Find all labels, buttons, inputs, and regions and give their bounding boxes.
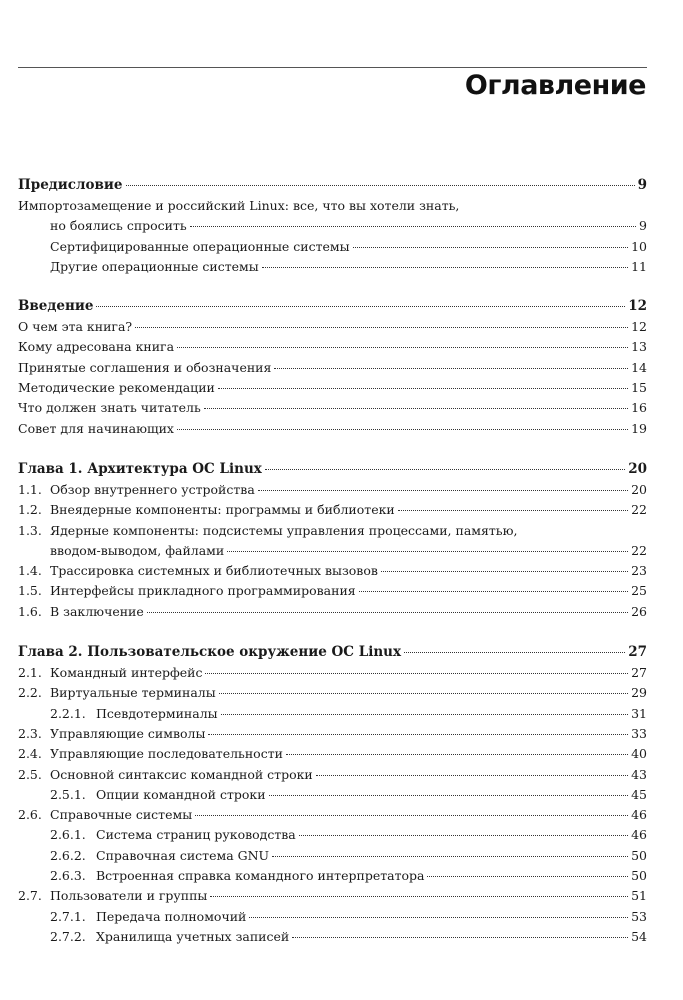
toc-page-number: 12 (628, 298, 647, 315)
toc-entry-title: Обзор внутреннего устройства (50, 481, 255, 497)
dot-leader (262, 267, 628, 268)
toc-page-number: 20 (631, 481, 647, 497)
toc-entry-title: Импортозамещение и российский Linux: все, что вы хотели знать, (18, 198, 460, 213)
dot-leader (190, 226, 636, 227)
dot-leader (359, 591, 628, 592)
toc-entry-title: Другие операционные системы (50, 258, 259, 274)
toc-page-number: 43 (631, 766, 647, 782)
toc-entry-number: 2.2.1. (50, 705, 86, 721)
toc-page-number: 27 (631, 665, 647, 681)
toc-chapter-2[interactable] (18, 641, 647, 663)
toc-entry[interactable] (18, 480, 647, 500)
dot-leader (205, 673, 628, 674)
toc-entry[interactable] (18, 378, 647, 398)
toc-entry[interactable] (18, 765, 647, 785)
dot-leader (427, 876, 628, 877)
dot-leader (249, 917, 628, 918)
toc-entry-line[interactable] (18, 196, 647, 216)
dot-leader (218, 388, 628, 389)
toc-page-number: 50 (631, 847, 647, 863)
dot-leader (177, 347, 628, 348)
toc-entry-number: 2.6.3. (50, 868, 86, 884)
toc-entry[interactable] (18, 724, 647, 744)
table-of-contents (18, 174, 647, 947)
toc-page-number: 45 (631, 786, 647, 802)
toc-entry[interactable] (18, 257, 647, 277)
toc-entry[interactable] (18, 581, 647, 601)
toc-entry-title: Встроенная справка командного интерпретатора (96, 868, 425, 884)
toc-page-number: 25 (631, 583, 647, 599)
toc-page-number: 13 (631, 339, 647, 355)
toc-entry-number: 1.1. (18, 481, 42, 497)
toc-entry[interactable] (18, 663, 647, 683)
toc-entry-title: Сертифицированные операционные системы (50, 238, 350, 254)
toc-entry-title: В заключение (50, 603, 144, 619)
toc-entry-title: Внеядерные компоненты: программы и библиотеки (50, 502, 395, 518)
toc-entry-title: Кому адресована книга (18, 339, 175, 355)
toc-entry[interactable] (18, 886, 647, 906)
toc-entry-title: Система страниц руководства (96, 827, 296, 843)
toc-page-number: 23 (631, 563, 647, 579)
toc-chapter-intro[interactable] (18, 295, 647, 317)
dot-leader (316, 775, 628, 776)
toc-entry[interactable] (18, 805, 647, 825)
toc-chapter-title: Предисловие (18, 177, 123, 193)
toc-entry-title: Хранилища учетных записей (96, 928, 290, 944)
toc-entry-number: 2.6.1. (50, 827, 86, 843)
toc-entry[interactable] (18, 500, 647, 520)
toc-entry-title: Командный интерфейс (50, 665, 203, 681)
toc-entry[interactable] (18, 541, 647, 561)
toc-entry-title: но боялись спросить (50, 218, 187, 234)
dot-leader (147, 612, 628, 613)
toc-entry[interactable] (18, 704, 647, 724)
toc-entry-title: Основной синтаксис командной строки (50, 766, 313, 782)
dot-leader (208, 734, 628, 735)
dot-leader (381, 571, 628, 572)
toc-page-number: 51 (631, 888, 647, 904)
toc-chapter-1[interactable] (18, 458, 647, 480)
toc-entry[interactable] (18, 866, 647, 886)
toc-page-number: 10 (631, 238, 647, 254)
dot-leader (96, 306, 625, 307)
dot-leader (274, 368, 628, 369)
toc-entry-line[interactable] (18, 521, 647, 541)
toc-entry[interactable] (18, 683, 647, 703)
toc-entry-number: 2.3. (18, 725, 42, 741)
toc-entry[interactable] (18, 927, 647, 947)
dot-leader (269, 795, 629, 796)
toc-entry[interactable] (18, 398, 647, 418)
dot-leader (135, 327, 628, 328)
dot-leader (219, 693, 628, 694)
toc-chapter-title: Введение (18, 298, 94, 315)
dot-leader (221, 714, 628, 715)
toc-chapter-title: Глава 2. Пользовательское окружение ОС Linux (18, 644, 402, 661)
toc-entry[interactable] (18, 561, 647, 581)
toc-entry[interactable] (18, 744, 647, 764)
toc-chapter-title: Глава 1. Архитектура ОС Linux (18, 460, 262, 477)
toc-page-number: 29 (631, 685, 647, 701)
toc-entry-title: Управляющие символы (50, 725, 206, 741)
toc-page-number: 22 (631, 542, 647, 558)
toc-entry[interactable] (18, 785, 647, 805)
toc-entry[interactable] (18, 337, 647, 357)
toc-page-number: 16 (631, 400, 647, 416)
section-gap (18, 439, 647, 458)
toc-entry-number: 2.7.2. (50, 928, 86, 944)
toc-page-number: 53 (631, 908, 647, 924)
dot-leader (204, 408, 628, 409)
toc-entry-title: Передача полномочий (96, 908, 247, 924)
toc-entry[interactable] (18, 216, 647, 236)
dot-leader (195, 815, 628, 816)
toc-entry-number: 1.2. (18, 502, 42, 518)
toc-page-number: 9 (639, 218, 647, 234)
toc-section-chapter-1 (18, 458, 647, 622)
toc-entry-title: Пользователи и группы (50, 888, 208, 904)
toc-page-number: 20 (628, 460, 647, 477)
toc-entry-number: 1.5. (18, 583, 42, 599)
toc-entry-title: Трассировка системных и библиотечных вызовов (50, 563, 378, 579)
dot-leader (286, 754, 628, 755)
toc-entry[interactable] (18, 602, 647, 622)
toc-entry-title: Ядерные компоненты: подсистемы управления процессами, памятью, (50, 522, 518, 538)
toc-entry-number: 2.5. (18, 766, 42, 782)
toc-page-number: 19 (631, 420, 647, 436)
toc-page-number: 12 (631, 319, 647, 335)
toc-page-number: 14 (631, 359, 647, 375)
page-title: Оглавление (464, 70, 646, 101)
toc-page-number: 54 (631, 928, 647, 944)
toc-entry-title: Виртуальные терминалы (50, 685, 216, 701)
toc-entry[interactable] (18, 237, 647, 257)
dot-leader (227, 551, 628, 552)
dot-leader (177, 429, 628, 430)
section-gap (18, 277, 647, 295)
toc-entry-title: Псевдотерминалы (96, 705, 218, 721)
toc-entry-number: 2.5.1. (50, 786, 86, 802)
toc-page-number: 11 (631, 258, 647, 274)
toc-page-number: 27 (628, 644, 647, 661)
dot-leader (210, 896, 628, 897)
toc-entry[interactable] (18, 419, 647, 439)
toc-page-number: 22 (631, 502, 647, 518)
toc-entry[interactable] (18, 907, 647, 927)
toc-entry-title: Принятые соглашения и обозначения (18, 359, 272, 375)
toc-page-number: 46 (631, 827, 647, 843)
toc-entry[interactable] (18, 317, 647, 337)
dot-leader (126, 185, 635, 186)
toc-section-preface (18, 174, 647, 277)
dot-leader (258, 490, 628, 491)
dot-leader (353, 247, 628, 248)
dot-leader (299, 835, 628, 836)
toc-entry-number: 2.1. (18, 665, 42, 681)
top-rule (18, 67, 647, 68)
dot-leader (272, 856, 628, 857)
toc-entry-title: Методические рекомендации (18, 380, 215, 396)
toc-entry-title: Справочная система GNU (96, 847, 270, 863)
toc-page-number: 31 (631, 705, 647, 721)
toc-entry[interactable] (18, 846, 647, 866)
toc-entry-number: 2.7.1. (50, 908, 86, 924)
toc-page-number: 33 (631, 725, 647, 741)
toc-entry-title: Интерфейсы прикладного программирования (50, 583, 356, 599)
toc-entry-number: 1.6. (18, 603, 42, 619)
toc-entry-number: 2.4. (18, 746, 42, 762)
toc-chapter-preface[interactable] (18, 174, 647, 196)
toc-page-number: 9 (637, 177, 647, 193)
toc-entry-number: 1.4. (18, 563, 42, 579)
toc-page-number: 46 (631, 807, 647, 823)
toc-entry-title: Совет для начинающих (18, 420, 174, 436)
toc-page-number: 40 (631, 746, 647, 762)
toc-page-number: 15 (631, 380, 647, 396)
toc-entry-title: Управляющие последовательности (50, 746, 283, 762)
dot-leader (404, 652, 625, 653)
toc-page-number: 26 (631, 603, 647, 619)
toc-entry-number: 2.7. (18, 888, 42, 904)
dot-leader (398, 510, 628, 511)
toc-entry-title: Опции командной строки (96, 786, 266, 802)
dot-leader (265, 469, 625, 470)
toc-entry[interactable] (18, 825, 647, 845)
toc-entry-title: вводом-выводом, файлами (50, 542, 225, 558)
toc-entry-number: 1.3. (18, 522, 42, 538)
toc-entry-title: Что должен знать читатель (18, 400, 201, 416)
section-gap (18, 622, 647, 641)
toc-section-chapter-2 (18, 641, 647, 947)
toc-entry-title: О чем эта книга? (18, 319, 133, 335)
toc-entry-number: 2.6. (18, 807, 42, 823)
toc-entry[interactable] (18, 358, 647, 378)
toc-section-intro (18, 295, 647, 439)
toc-entry-title: Справочные системы (50, 807, 193, 823)
toc-entry-number: 2.2. (18, 685, 42, 701)
toc-entry-number: 2.6.2. (50, 847, 86, 863)
dot-leader (292, 937, 628, 938)
toc-page-number: 50 (631, 868, 647, 884)
